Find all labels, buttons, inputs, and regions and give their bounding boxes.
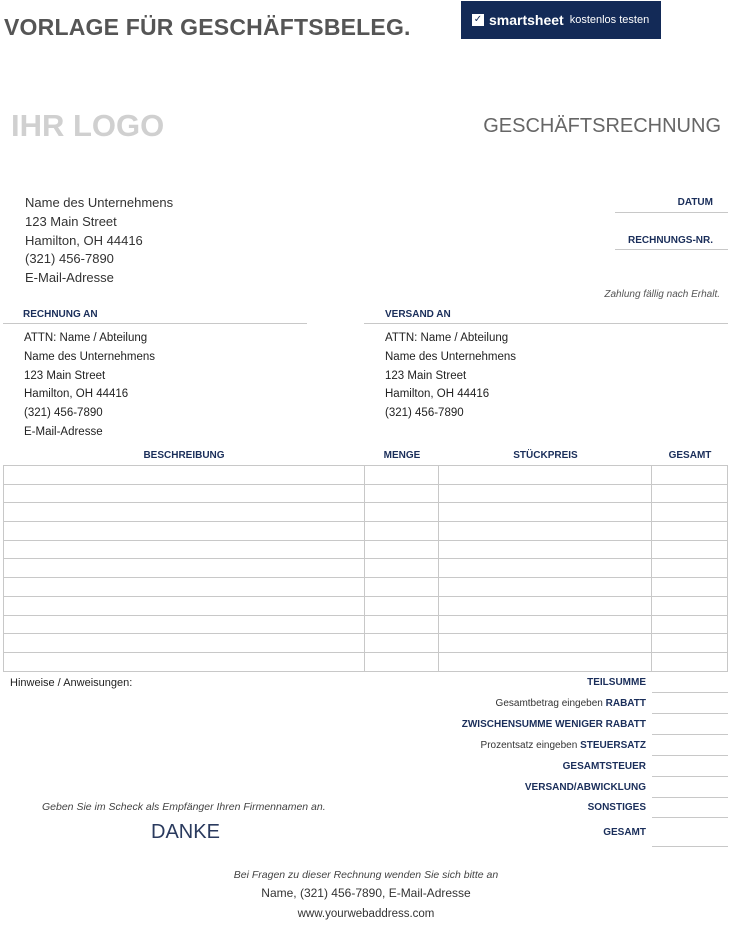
subtotal-text: TEILSUMME bbox=[587, 677, 646, 688]
banner-cta: kostenlos testen bbox=[569, 14, 650, 26]
total-cell[interactable] bbox=[652, 578, 728, 597]
tax-rate-label bbox=[481, 740, 646, 751]
column-header-description: BESCHREIBUNG bbox=[143, 450, 225, 461]
discount-label bbox=[496, 698, 646, 709]
subtotal-less-discount-label bbox=[462, 719, 646, 730]
table-row bbox=[4, 578, 728, 597]
ship-to-attn: ATTN: Name / Abteilung bbox=[385, 332, 509, 344]
total-cell[interactable] bbox=[652, 596, 728, 615]
date-field-line[interactable] bbox=[615, 212, 728, 213]
ship-to-address bbox=[385, 329, 516, 423]
tax-rate-prefix: Prozentsatz eingeben bbox=[480, 740, 578, 751]
footer-website[interactable]: www.yourwebaddress.com bbox=[297, 908, 435, 920]
shipping-label bbox=[525, 782, 646, 793]
unit-price-cell[interactable] bbox=[439, 578, 652, 597]
subtotal-less-discount-field[interactable] bbox=[652, 734, 728, 735]
table-row bbox=[4, 503, 728, 522]
total-cell[interactable] bbox=[652, 503, 728, 522]
quantity-cell[interactable] bbox=[365, 540, 439, 559]
total-cell[interactable] bbox=[652, 559, 728, 578]
document-title: VORLAGE FÜR GESCHÄFTSBELEG. bbox=[4, 14, 411, 40]
total-cell[interactable] bbox=[652, 540, 728, 559]
unit-price-cell[interactable] bbox=[439, 559, 652, 578]
quantity-cell[interactable] bbox=[365, 615, 439, 634]
quantity-cell[interactable] bbox=[365, 652, 439, 671]
unit-price-cell[interactable] bbox=[439, 596, 652, 615]
table-row bbox=[4, 652, 728, 671]
table-row bbox=[4, 522, 728, 541]
unit-price-cell[interactable] bbox=[439, 484, 652, 503]
date-label: DATUM bbox=[677, 197, 713, 208]
subtotal-less-discount-text: ZWISCHENSUMME WENIGER RABATT bbox=[461, 719, 646, 730]
company-email: E-Mail-Adresse bbox=[25, 270, 114, 286]
description-cell[interactable] bbox=[4, 596, 365, 615]
bill-to-name: Name des Unternehmens bbox=[24, 350, 156, 363]
total-cell[interactable] bbox=[652, 615, 728, 634]
company-street: 123 Main Street bbox=[25, 213, 117, 229]
discount-text: RABATT bbox=[605, 698, 646, 709]
total-tax-label bbox=[563, 761, 646, 772]
unit-price-cell[interactable] bbox=[439, 540, 652, 559]
column-header-quantity: MENGE bbox=[383, 450, 421, 461]
total-cell[interactable] bbox=[652, 522, 728, 541]
shipping-text: VERSAND/ABWICKLUNG bbox=[524, 782, 646, 793]
quantity-cell[interactable] bbox=[365, 634, 439, 653]
invoice-number-label: RECHNUNGS-NR. bbox=[628, 235, 713, 246]
company-info bbox=[25, 194, 173, 288]
items-table bbox=[3, 465, 728, 672]
bill-to-street: 123 Main Street bbox=[24, 369, 106, 382]
unit-price-cell[interactable] bbox=[439, 634, 652, 653]
subtotal-field[interactable] bbox=[652, 692, 728, 693]
other-text: SONSTIGES bbox=[587, 802, 646, 813]
quantity-cell[interactable] bbox=[365, 522, 439, 541]
table-row bbox=[4, 615, 728, 634]
quantity-cell[interactable] bbox=[365, 578, 439, 597]
total-cell[interactable] bbox=[652, 652, 728, 671]
quantity-cell[interactable] bbox=[365, 596, 439, 615]
description-cell[interactable] bbox=[4, 559, 365, 578]
thanks-text: DANKE bbox=[151, 821, 220, 843]
discount-prefix: Gesamtbetrag eingeben bbox=[495, 698, 603, 709]
other-field[interactable] bbox=[652, 817, 728, 818]
bill-to-address bbox=[24, 329, 155, 442]
total-tax-text: GESAMTSTEUER bbox=[562, 761, 646, 772]
tax-rate-field[interactable] bbox=[652, 755, 728, 756]
banner-brand: smartsheet bbox=[489, 12, 564, 28]
description-cell[interactable] bbox=[4, 615, 365, 634]
company-phone: (321) 456-7890 bbox=[25, 251, 114, 267]
bill-to-email: E-Mail-Adresse bbox=[24, 425, 103, 438]
description-cell[interactable] bbox=[4, 540, 365, 559]
description-cell[interactable] bbox=[4, 466, 365, 485]
due-note: Zahlung fällig nach Erhalt. bbox=[604, 289, 720, 300]
quantity-cell[interactable] bbox=[365, 484, 439, 503]
logo-placeholder: IHR LOGO bbox=[11, 108, 165, 143]
tax-rate-text: STEUERSATZ bbox=[580, 740, 646, 751]
bill-to-phone: (321) 456-7890 bbox=[24, 407, 103, 420]
company-city: Hamilton, OH 44416 bbox=[25, 232, 143, 248]
unit-price-cell[interactable] bbox=[439, 466, 652, 485]
ship-to-divider bbox=[364, 323, 728, 324]
smartsheet-banner[interactable] bbox=[461, 1, 661, 39]
table-row bbox=[4, 634, 728, 653]
unit-price-cell[interactable] bbox=[439, 652, 652, 671]
grand-total-field[interactable] bbox=[652, 846, 728, 847]
quantity-cell[interactable] bbox=[365, 503, 439, 522]
check-note: Geben Sie im Scheck als Empfänger Ihren Firmennamen an. bbox=[42, 801, 326, 813]
description-cell[interactable] bbox=[4, 484, 365, 503]
description-cell[interactable] bbox=[4, 522, 365, 541]
ship-to-name: Name des Unternehmens bbox=[385, 350, 517, 363]
bill-to-heading: RECHNUNG AN bbox=[23, 309, 98, 320]
description-cell[interactable] bbox=[4, 634, 365, 653]
unit-price-cell[interactable] bbox=[439, 522, 652, 541]
total-tax-field[interactable] bbox=[652, 776, 728, 777]
company-name: Name des Unternehmens bbox=[25, 195, 174, 210]
total-cell[interactable] bbox=[652, 484, 728, 503]
quantity-cell[interactable] bbox=[365, 559, 439, 578]
description-cell[interactable] bbox=[4, 578, 365, 597]
bill-to-attn: ATTN: Name / Abteilung bbox=[24, 332, 148, 344]
grand-total-label bbox=[603, 827, 646, 838]
description-cell[interactable] bbox=[4, 652, 365, 671]
smartsheet-check-icon: ✓ bbox=[473, 14, 483, 25]
total-cell[interactable] bbox=[652, 634, 728, 653]
description-cell[interactable] bbox=[4, 503, 365, 522]
ship-to-phone: (321) 456-7890 bbox=[385, 407, 464, 420]
ship-to-street: 123 Main Street bbox=[385, 369, 467, 382]
table-row bbox=[4, 484, 728, 503]
other-label bbox=[588, 802, 646, 813]
bill-to-city: Hamilton, OH 44416 bbox=[24, 388, 129, 401]
column-header-unit-price: STÜCKPREIS bbox=[513, 450, 578, 461]
bill-to-divider bbox=[3, 323, 307, 324]
table-row bbox=[4, 466, 728, 485]
invoice-number-field-line[interactable] bbox=[615, 249, 728, 250]
footer-contact: Name, (321) 456-7890, E-Mail-Adresse bbox=[261, 886, 471, 900]
unit-price-cell[interactable] bbox=[439, 503, 652, 522]
shipping-field[interactable] bbox=[652, 797, 728, 798]
invoice-title: GESCHÄFTSRECHNUNG bbox=[483, 115, 721, 137]
footer-question: Bei Fragen zu dieser Rechnung wenden Sie sich bitte an bbox=[233, 869, 499, 881]
table-row bbox=[4, 559, 728, 578]
table-row bbox=[4, 596, 728, 615]
unit-price-cell[interactable] bbox=[439, 615, 652, 634]
ship-to-heading: VERSAND AN bbox=[385, 309, 451, 320]
grand-total-text: GESAMT bbox=[603, 827, 646, 838]
ship-to-city: Hamilton, OH 44416 bbox=[385, 388, 490, 401]
discount-field[interactable] bbox=[652, 713, 728, 714]
quantity-cell[interactable] bbox=[365, 466, 439, 485]
total-cell[interactable] bbox=[652, 466, 728, 485]
notes-label: Hinweise / Anweisungen: bbox=[10, 677, 133, 689]
table-row bbox=[4, 540, 728, 559]
column-header-total: GESAMT bbox=[668, 450, 712, 461]
subtotal-label bbox=[587, 677, 646, 688]
